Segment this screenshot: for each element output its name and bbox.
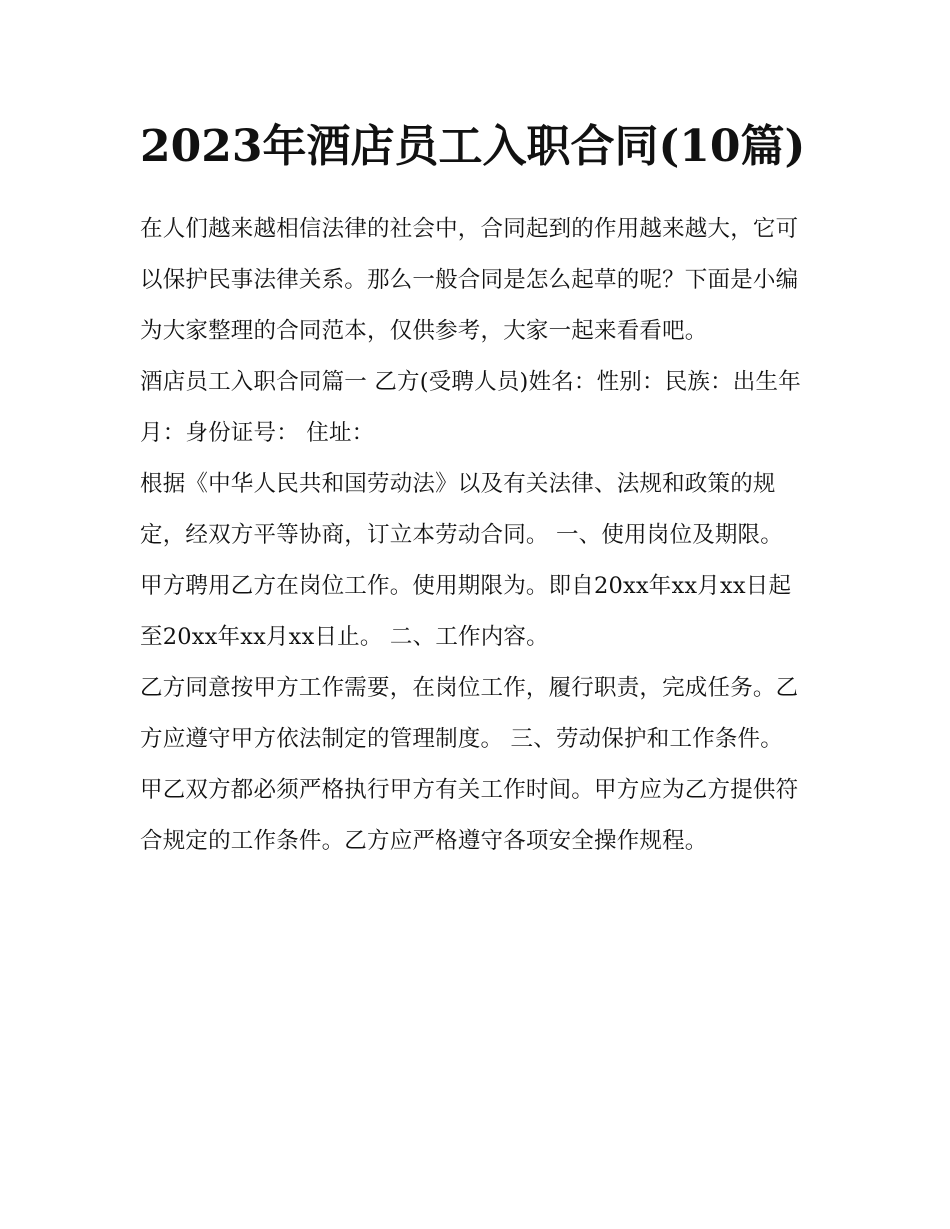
document-page bbox=[140, 112, 812, 867]
paragraph-work-content: 乙方同意按甲方工作需要，在岗位工作，履行职责，完成任务。乙方应遵守甲方依法制定的管理制度。 三、劳动保护和工作条件。 bbox=[140, 675, 799, 752]
paragraph-labor-protection: 甲乙双方都必须严格执行甲方有关工作时间。甲方应为乙方提供符合规定的工作条件。乙方应严格遵守各项安全操作规程。 bbox=[140, 777, 799, 854]
paragraph-term: 甲方聘用乙方在岗位工作。使用期限为。即自20xx年xx月xx日起至20xx年xx月xx日止。 二、工作内容。 bbox=[140, 573, 792, 650]
paragraph-party-info: 酒店员工入职合同篇一 乙方(受聘人员)姓名：性别：民族：出生年月：身份证号： 住址： bbox=[140, 369, 801, 446]
paragraph-legal-basis: 根据《中华人民共和国劳动法》以及有关法律、法规和政策的规定，经双方平等协商，订立本劳动合同。 一、使用岗位及期限。 bbox=[140, 471, 783, 548]
paragraph-intro: 在人们越来越相信法律的社会中，合同起到的作用越来越大，它可以保护民事法律关系。那么一般合同是怎么起草的呢？下面是小编为大家整理的合同范本，仅供参考，大家一起来看看吧。 bbox=[140, 216, 799, 344]
document-title: 2023年酒店员工入职合同(10篇) bbox=[140, 121, 806, 172]
